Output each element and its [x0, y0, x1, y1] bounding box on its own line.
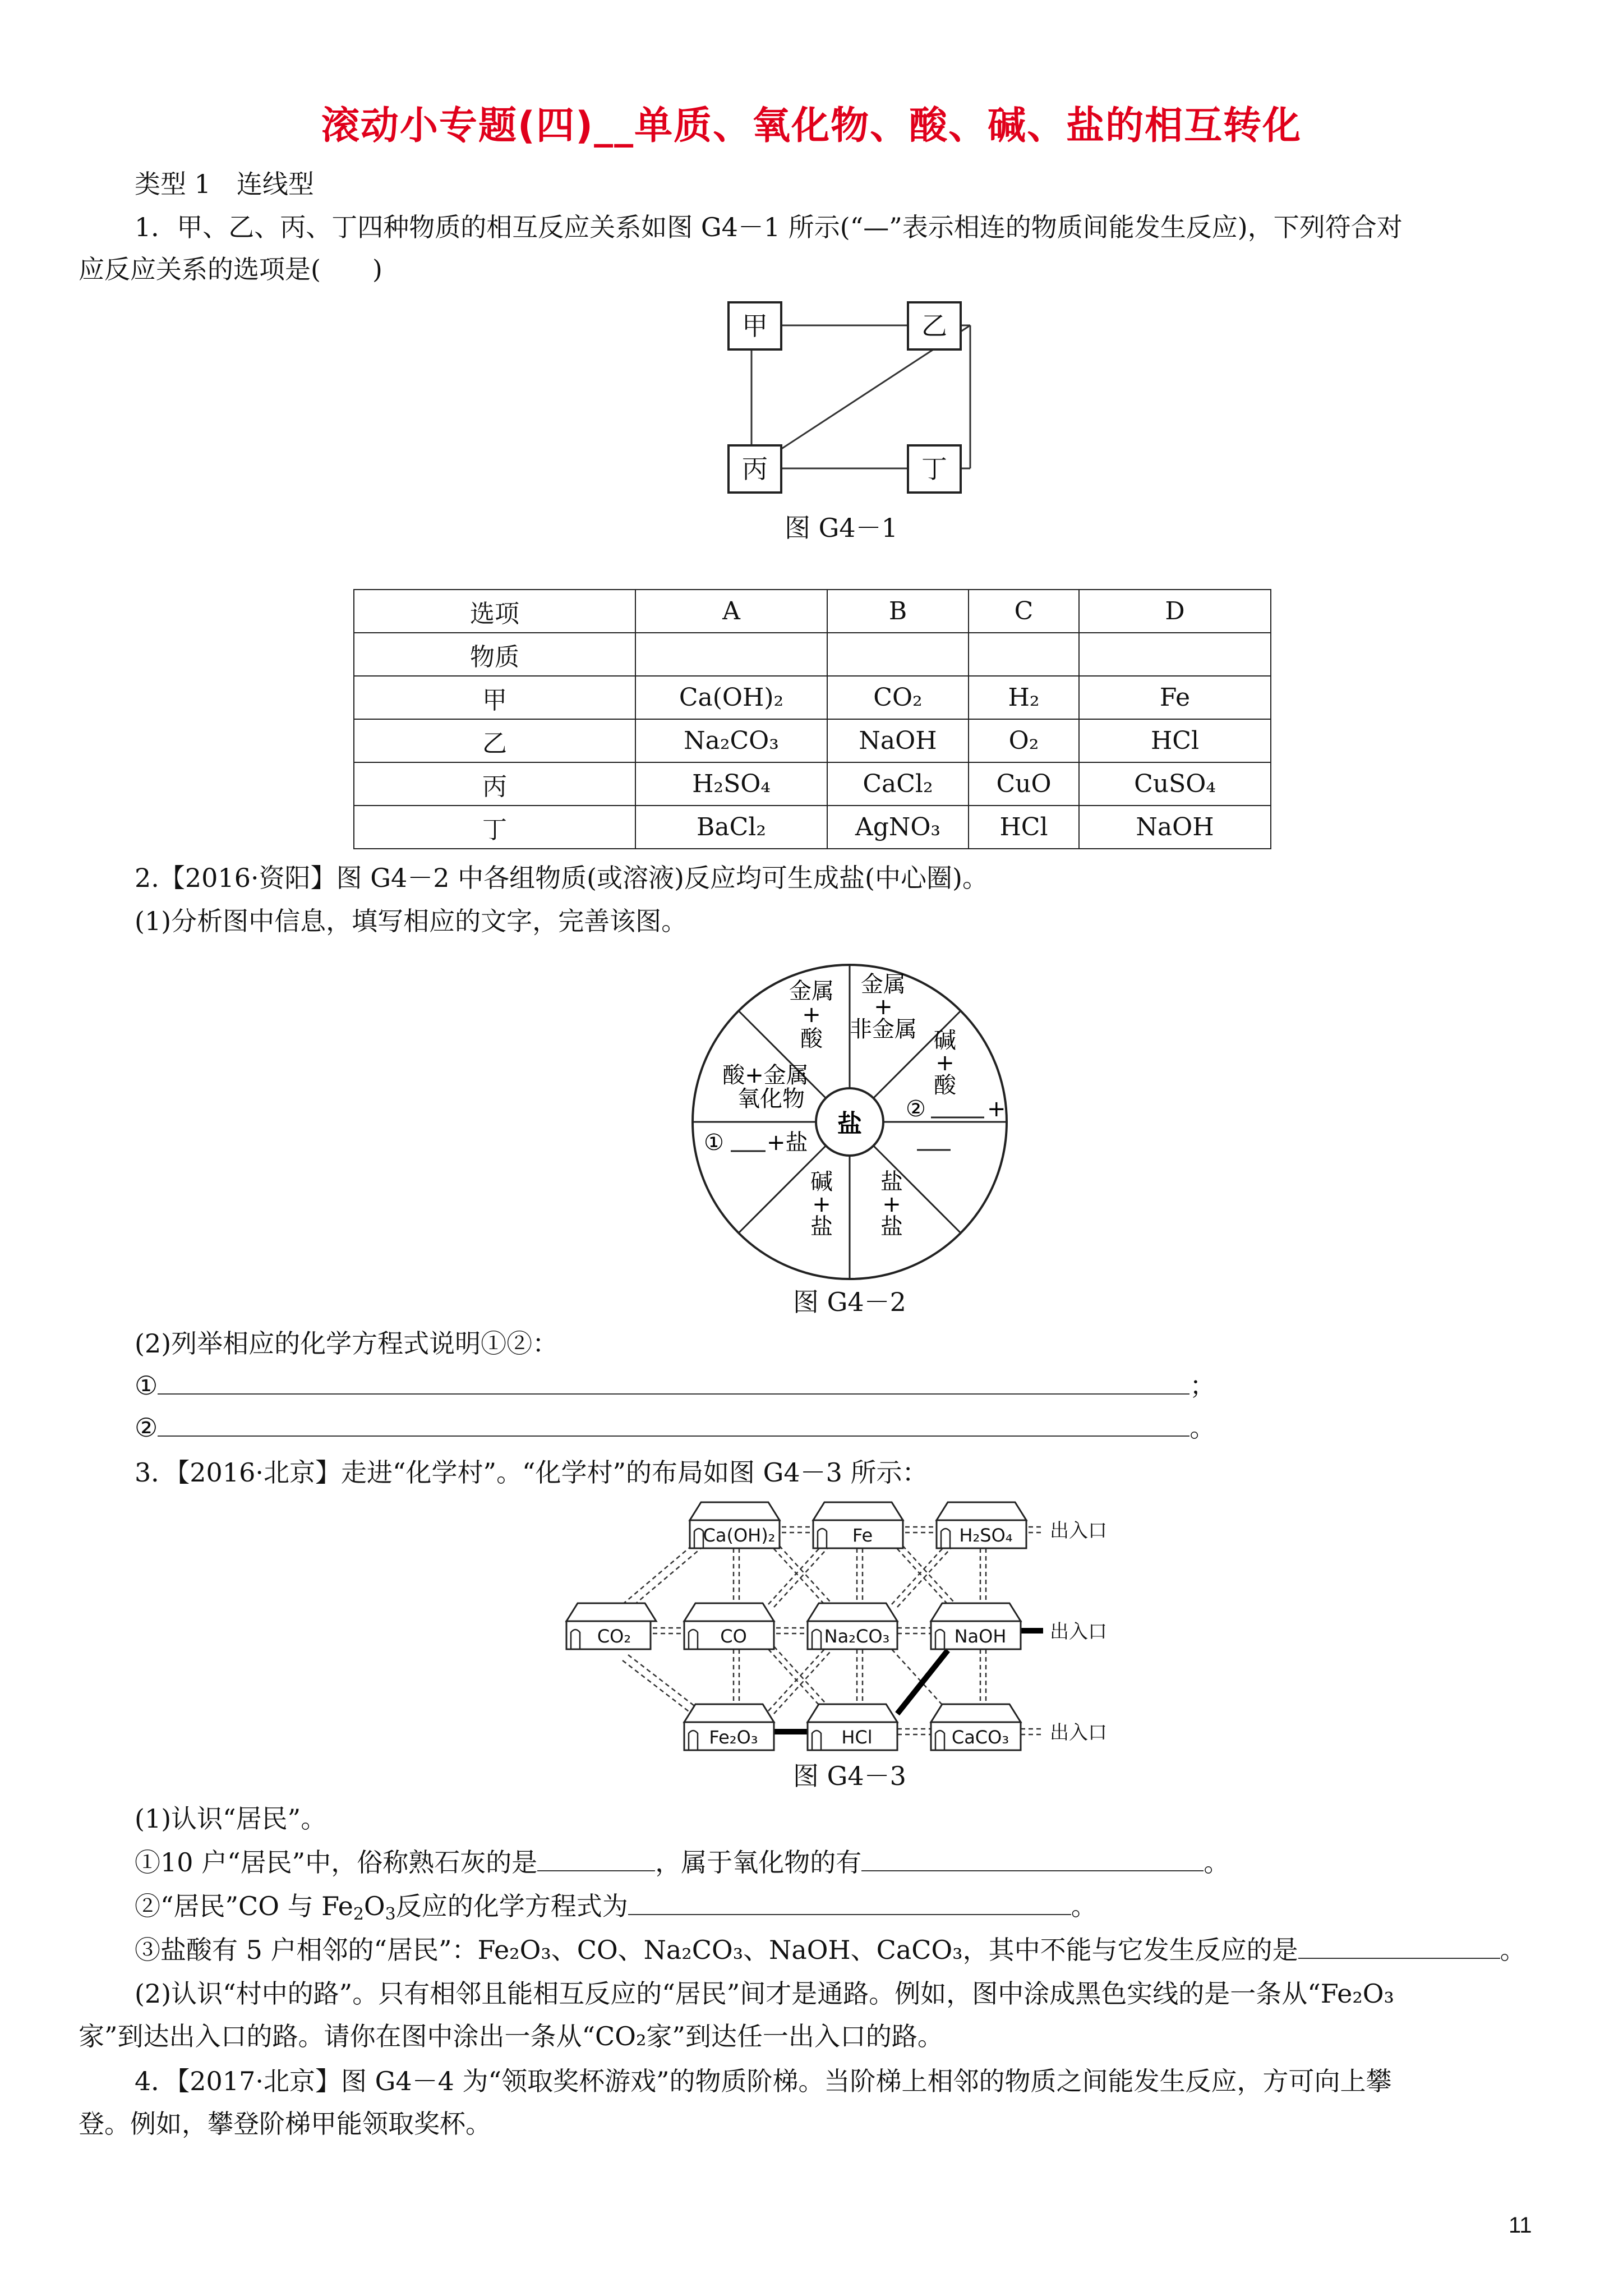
answer-blank-oxides[interactable] [861, 1849, 1204, 1871]
answer-blank-slaked-lime[interactable] [537, 1849, 655, 1871]
house-hcl: HCl [841, 1727, 873, 1748]
q4-text-line2: 登。例如，攀登阶梯甲能领取奖杯。 [79, 2109, 491, 2139]
answer-line-1: ① ； [135, 1370, 1216, 1401]
answer-label-2: ② [135, 1412, 158, 1443]
table-cell [827, 633, 969, 676]
table-cell: H₂SO₄ [635, 762, 827, 806]
house-fe2o3: Fe₂O₃ [709, 1727, 758, 1748]
table-row [354, 719, 1271, 762]
svg-text:碱: 碱 [810, 1169, 833, 1195]
q4-text-line1: 4．【2017·北京】图 G4－4 为“领取奖杯游戏”的物质阶梯。当阶梯上相邻的物质之间能发生反应，方可向上攀 [135, 2066, 1392, 2096]
svg-text:酸: 酸 [800, 1026, 823, 1052]
house-co: CO [720, 1626, 747, 1647]
svg-text:+: + [882, 1191, 901, 1217]
row-label: 甲 [354, 676, 635, 719]
svg-text:碱: 碱 [934, 1028, 956, 1053]
q3-part1-heading: (1)认识“居民”。 [135, 1803, 327, 1834]
figure-g4-3-village [561, 1498, 1144, 1756]
house-fe: Fe [852, 1525, 873, 1546]
svg-text:酸: 酸 [934, 1073, 956, 1098]
q1-text-line1: 1．甲、乙、丙、丁四种物质的相互反应关系如图 G4－1 所示(“—”表示相连的物质间能发生反应)，下列符合对 [135, 212, 1403, 242]
svg-text:+: + [935, 1050, 955, 1076]
q3-part1-a: ①10 户“居民”中，俗称熟石灰的是 ，属于氧化物的有 。 [135, 1847, 1230, 1878]
exit-label-middle: 出入口 [1050, 1621, 1107, 1643]
answer-blank-1[interactable] [158, 1372, 1189, 1395]
table-cell [635, 633, 827, 676]
answer-blank-no-reaction[interactable] [1298, 1936, 1500, 1959]
node-yi: 乙 [907, 301, 962, 351]
svg-text:+盐: +盐 [767, 1130, 808, 1156]
table-subheader-cell: 物质 [354, 633, 635, 676]
node-bing: 丙 [727, 444, 782, 494]
node-ding: 丁 [907, 444, 962, 494]
svg-text:②: ② [906, 1096, 926, 1122]
table-row [354, 806, 1271, 849]
q3-part1-b: ②“居民”CO 与 $Fe_2O_3$反应的化学方程式为 。 [135, 1891, 1097, 1924]
type-heading: 类型 1 连线型 [135, 169, 314, 199]
svg-text:非金属: 非金属 [850, 1016, 917, 1042]
table-row [354, 676, 1271, 719]
row-label: 丁 [354, 806, 635, 849]
q3-part1-c: ③盐酸有 5 户相邻的“居民”：Fe₂O₃、CO、Na₂CO₃、NaOH、CaCO₃，其中不能与它发生反应的是 。 [135, 1935, 1526, 1965]
house-naoh: NaOH [954, 1626, 1007, 1647]
answer-line-2: ② 。 [135, 1412, 1216, 1443]
table-cell: AgNO₃ [827, 806, 969, 849]
page-number: 11 [1509, 2213, 1532, 2238]
q3-part2-line1: (2)认识“村中的路”。只有相邻且能相互反应的“居民”间才是通路。例如，图中涂成黑色实线的是一条从“Fe₂O₃ [135, 1978, 1394, 2009]
table-cell: CaCl₂ [827, 762, 969, 806]
q2-text-line2: (1)分析图中信息，填写相应的文字，完善该图。 [135, 906, 688, 936]
row-label: 丙 [354, 762, 635, 806]
table-cell: HCl [969, 806, 1079, 849]
node-jia: 甲 [727, 301, 782, 351]
figure-caption-g4-1: 图 G4－1 [785, 513, 898, 543]
figure-caption-g4-3: 图 G4－3 [793, 1761, 906, 1791]
svg-text:盐: 盐 [880, 1214, 903, 1240]
svg-text:金属: 金属 [861, 972, 906, 997]
table-cell: H₂ [969, 676, 1079, 719]
exit-label-top: 出入口 [1050, 1520, 1107, 1542]
svg-text:①: ① [704, 1130, 724, 1156]
table-header-cell: C [969, 590, 1079, 633]
table-cell: BaCl₂ [635, 806, 827, 849]
svg-text:盐: 盐 [880, 1169, 903, 1195]
answer-blank-2[interactable] [158, 1414, 1189, 1437]
table-cell: CuO [969, 762, 1079, 806]
table-cell: Na₂CO₃ [635, 719, 827, 762]
table-header-cell: 选项 [354, 590, 635, 633]
svg-text:+: + [874, 994, 893, 1020]
house-caoh2: Ca(OH)₂ [703, 1525, 776, 1546]
q2-text-line3: (2)列举相应的化学方程式说明①②： [135, 1328, 559, 1359]
svg-text:+: + [812, 1191, 831, 1217]
answer-blank-equation[interactable] [628, 1893, 1071, 1915]
svg-text:酸+金属: 酸+金属 [722, 1062, 809, 1088]
svg-text:+: + [802, 1002, 821, 1028]
q3-part2-line2: 家”到达出入口的路。请你在图中涂出一条从“CO₂家”到达任一出入口的路。 [79, 2021, 943, 2051]
table-cell [1079, 633, 1271, 676]
house-caco3: CaCO₃ [951, 1727, 1009, 1748]
row-label: 乙 [354, 719, 635, 762]
table-header-cell: B [827, 590, 969, 633]
figure-g4-2-wheel [681, 954, 1018, 1290]
table-cell: CuSO₄ [1079, 762, 1271, 806]
svg-text:+: + [987, 1096, 1006, 1122]
svg-text:盐: 盐 [810, 1214, 833, 1240]
table-header-cell: A [635, 590, 827, 633]
exit-label-bottom: 出入口 [1050, 1722, 1107, 1744]
table-cell: O₂ [969, 719, 1079, 762]
table-cell [969, 633, 1079, 676]
table-cell: CO₂ [827, 676, 969, 719]
svg-text:氧化物: 氧化物 [737, 1086, 805, 1112]
table-header-cell: D [1079, 590, 1271, 633]
table-cell: HCl [1079, 719, 1271, 762]
page-title: 滚动小专题(四)__单质、氧化物、酸、碱、盐的相互转化 [321, 104, 1302, 148]
table-cell: Fe [1079, 676, 1271, 719]
table-cell: NaOH [827, 719, 969, 762]
figure-caption-g4-2: 图 G4－2 [793, 1287, 906, 1317]
house-h2so4: H₂SO₄ [959, 1525, 1013, 1546]
q3-text-line1: 3．【2016·北京】走进“化学村”。“化学村”的布局如图 G4－3 所示： [135, 1457, 928, 1488]
options-table [353, 589, 1271, 849]
house-co2: CO₂ [597, 1626, 631, 1647]
table-cell: NaOH [1079, 806, 1271, 849]
wheel-center-label: 盐 [837, 1110, 862, 1138]
house-na2co3: Na₂CO₃ [824, 1626, 890, 1647]
answer-label-1: ① [135, 1370, 158, 1401]
table-row [354, 762, 1271, 806]
q2-text-line1: 2.【2016·资阳】图 G4－2 中各组物质(或溶液)反应均可生成盐(中心圈)。 [135, 863, 988, 893]
table-cell: Ca(OH)₂ [635, 676, 827, 719]
q1-text-line2: 应反应关系的选项是( ) [79, 254, 382, 284]
svg-text:金属: 金属 [789, 978, 834, 1004]
